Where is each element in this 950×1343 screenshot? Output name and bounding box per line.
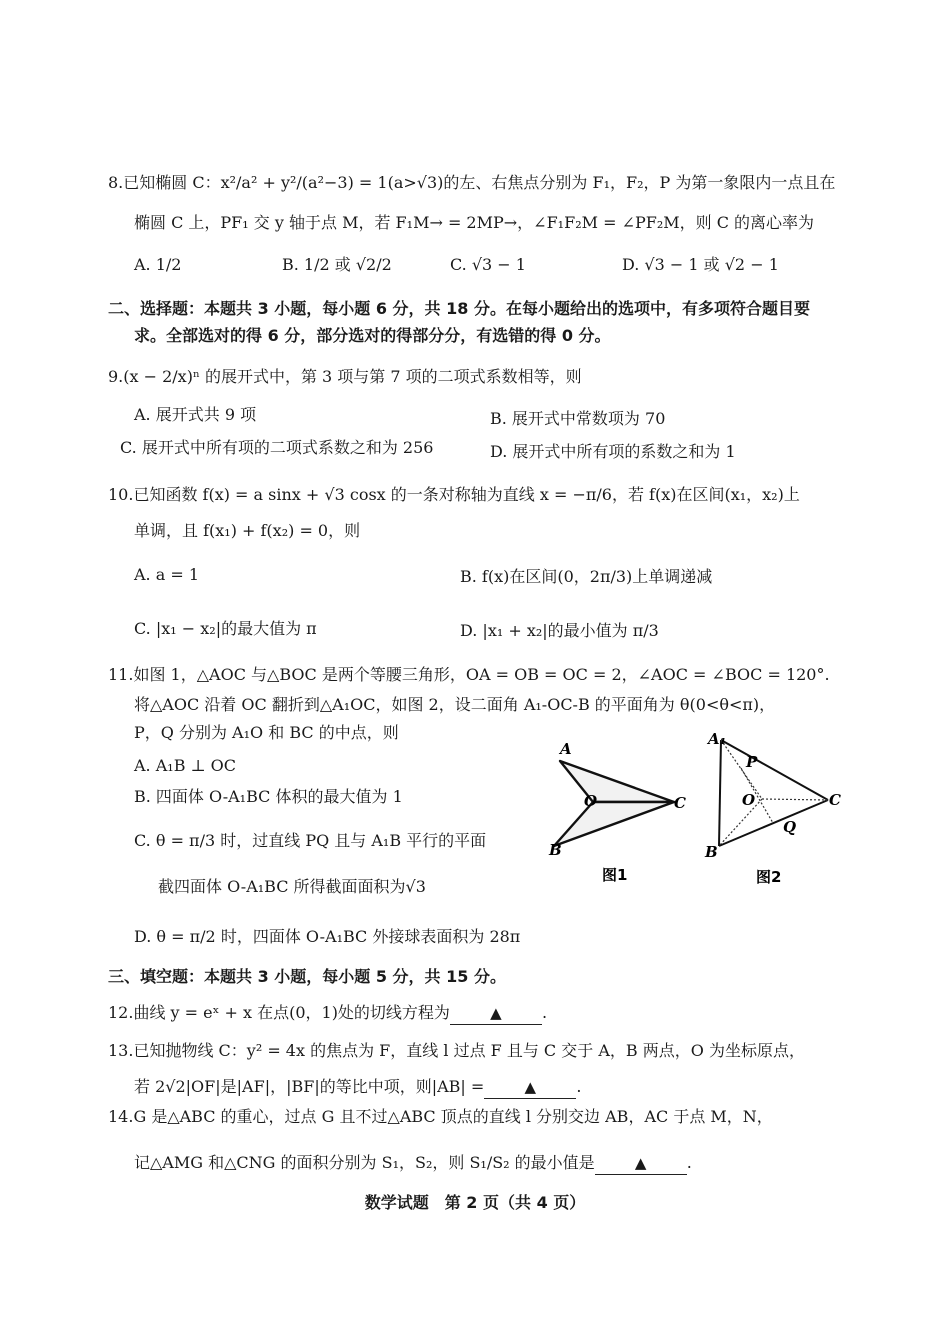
- q8-option-a: A. 1/2: [134, 255, 182, 274]
- q8-stem-line2: 椭圆 C 上，PF₁ 交 y 轴于点 M，若 F₁M→ = 2MP→，∠F₁F₂M = ∠PF₂M，则 C 的离心率为: [134, 213, 815, 232]
- section2-heading-line2: 求。全部选对的得 6 分，部分选对的得部分分，有选错的得 0 分。: [134, 326, 611, 345]
- figure-2: [704, 730, 841, 886]
- q14-stem-line2: 记△AMG 和△CNG 的面积分别为 S₁，S₂，则 S₁/S₂ 的最小值是: [134, 1153, 595, 1172]
- q13-period: .: [576, 1077, 582, 1096]
- q8-option-c: C. √3 − 1: [450, 255, 526, 274]
- fig2-label-p: P: [746, 753, 758, 771]
- q10-option-c: C. |x₁ − x₂|的最大值为 π: [134, 619, 317, 638]
- q14-blank-mark: ▲: [634, 1154, 647, 1172]
- q9-option-c: C. 展开式中所有项的二项式系数之和为 256: [120, 438, 434, 457]
- q9-stem: 9.(x − 2/x)ⁿ 的展开式中，第 3 项与第 7 项的二项式系数相等，则: [108, 367, 582, 386]
- section3-heading: 三、填空题：本题共 3 小题，每小题 5 分，共 15 分。: [108, 967, 506, 986]
- q10-stem-line1: 10.已知函数 f(x) = a sinx + √3 cosx 的一条对称轴为直线 x = −π/6，若 f(x)在区间(x₁，x₂)上: [108, 485, 800, 504]
- q14-period: .: [686, 1153, 692, 1172]
- q11-option-d: D. θ = π/2 时，四面体 O-A₁BC 外接球表面积为 28π: [134, 927, 521, 946]
- q10-option-a: A. a = 1: [134, 565, 200, 584]
- page-footer: 数学试题 第 2 页（共 4 页）: [364, 1193, 586, 1212]
- fig2-label-b: B: [705, 843, 718, 861]
- fig2-label-o: O: [742, 791, 756, 809]
- q11-option-b: B. 四面体 O-A₁BC 体积的最大值为 1: [134, 787, 403, 806]
- q13-answer-blank[interactable]: [484, 1076, 576, 1099]
- q12-blank-mark: ▲: [490, 1004, 502, 1022]
- q14-stem-line1: 14.G 是△ABC 的重心，过点 G 且不过△ABC 顶点的直线 l 分别交边 AB，AC 于点 M，N，: [108, 1107, 773, 1126]
- q9-option-b: B. 展开式中常数项为 70: [490, 409, 666, 428]
- q11-stem-line2: 将△AOC 沿着 OC 翻折到△A₁OC，如图 2，设二面角 A₁-OC-B 的平面角为 θ(0<θ<π)，: [134, 695, 776, 714]
- fig2-label-c: C: [829, 791, 841, 809]
- q8-stem-line1: 8.已知椭圆 C：x²/a² + y²/(a²−3) = 1(a>√3)的左、右焦点分别为 F₁，F₂，P 为第一象限内一点且在: [108, 173, 836, 192]
- fig1-caption: 图1: [602, 866, 628, 884]
- fig2-caption: 图2: [756, 868, 782, 886]
- q14-answer-blank[interactable]: [595, 1152, 687, 1175]
- q8-option-d: D. √3 − 1 或 √2 − 1: [622, 255, 779, 274]
- section2-heading-line1: 二、选择题：本题共 3 小题，每小题 6 分，共 18 分。在每小题给出的选项中，有多项符合题目要: [108, 299, 810, 318]
- q12-answer-blank[interactable]: [450, 1002, 542, 1025]
- q10-option-b: B. f(x)在区间(0，2π/3)上单调递减: [460, 567, 713, 586]
- q13-line2: [134, 1076, 581, 1099]
- q12-stem: 12.曲线 y = eˣ + x 在点(0，1)处的切线方程为: [108, 1003, 450, 1022]
- fig2-label-q: Q: [783, 818, 797, 836]
- fig1-label-c: C: [674, 794, 686, 812]
- q8-option-b: B. 1/2 或 √2/2: [282, 255, 392, 274]
- q9-option-a: A. 展开式共 9 项: [134, 405, 257, 424]
- q12-period: .: [541, 1003, 548, 1022]
- q9-option-d: D. 展开式中所有项的系数之和为 1: [490, 442, 736, 461]
- q10-option-d: D. |x₁ + x₂|的最小值为 π/3: [460, 621, 659, 640]
- q12-line: [108, 1002, 547, 1025]
- q13-stem-line2: 若 2√2|OF|是|AF|，|BF|的等比中项，则|AB| =: [134, 1077, 485, 1096]
- q13-blank-mark: ▲: [524, 1078, 537, 1096]
- q14-line2: [134, 1152, 692, 1175]
- fig2-label-a1: A₁: [708, 730, 727, 748]
- q10-stem-line2: 单调，且 f(x₁) + f(x₂) = 0，则: [134, 521, 361, 540]
- fig1-label-b: B: [549, 841, 562, 859]
- q11-stem-line3: P，Q 分别为 A₁O 和 BC 的中点，则: [134, 723, 399, 742]
- fig1-label-o: O: [584, 792, 598, 810]
- q13-stem-line1: 13.已知抛物线 C：y² = 4x 的焦点为 F，直线 l 过点 F 且与 C 交于 A，B 两点，O 为坐标原点，: [108, 1041, 805, 1060]
- q11-stem-line1: 11.如图 1，△AOC 与△BOC 是两个等腰三角形，OA = OB = OC = 2，∠AOC = ∠BOC = 120°.: [108, 665, 830, 684]
- fig1-label-a: A: [560, 740, 572, 758]
- q11-option-c-line2: 截四面体 O-A₁BC 所得截面面积为√3: [158, 877, 426, 896]
- q11-option-c-line1: C. θ = π/3 时，过直线 PQ 且与 A₁B 平行的平面: [134, 831, 487, 850]
- q11-figures: [540, 724, 860, 894]
- q11-option-a: A. A₁B ⊥ OC: [134, 756, 237, 775]
- figure-1: [548, 740, 686, 884]
